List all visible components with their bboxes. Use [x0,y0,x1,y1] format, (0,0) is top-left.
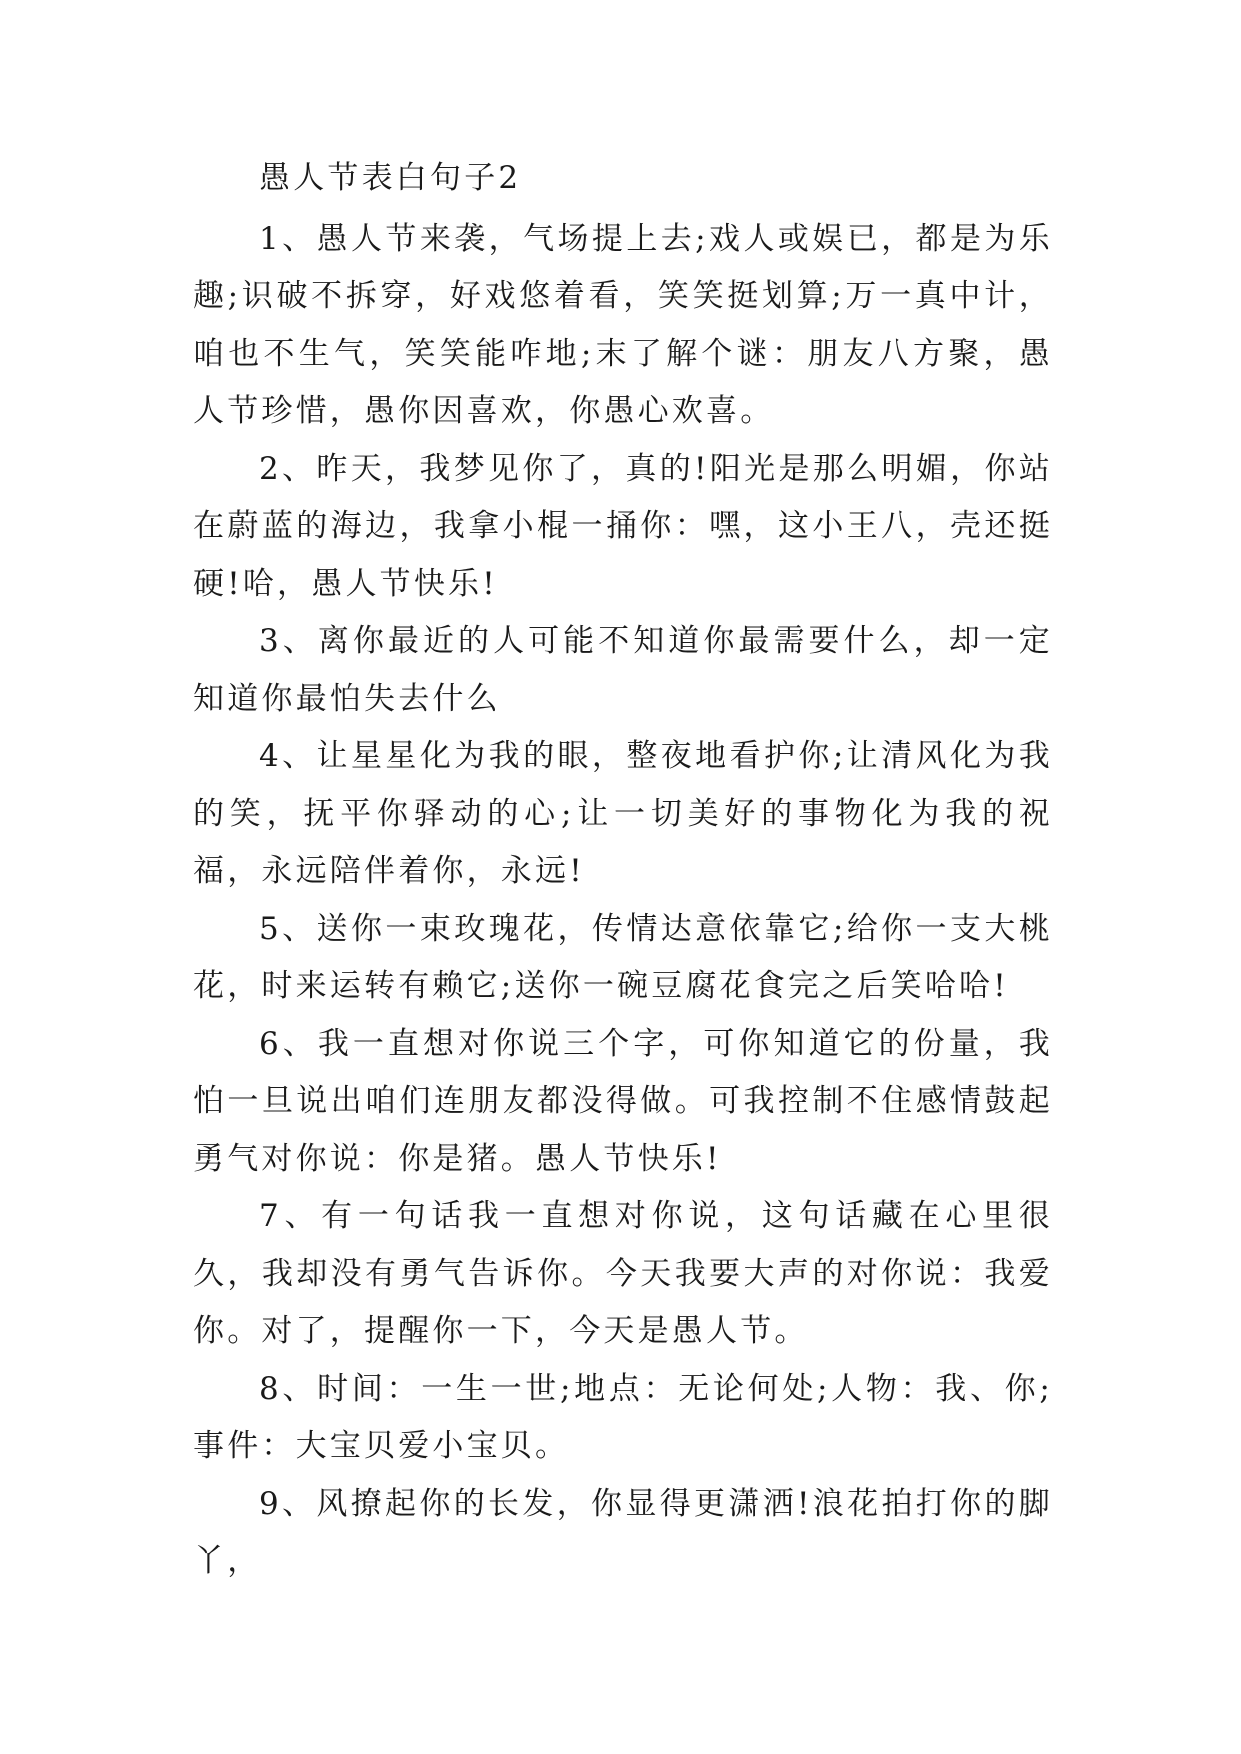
document-title: 愚人节表白句子2 [259,160,522,196]
paragraph-2: 2、昨天，我梦见你了，真的!阳光是那么明媚，你站在蔚蓝的海边，我拿小棍一捅你：嘿，这小王八，壳还挺硬!哈，愚人节快乐! [193,450,1053,602]
paragraph-1: 1、愚人节来袭，气场提上去;戏人或娱已，都是为乐趣;识破不拆穿，好戏悠着看，笑笑挺划算;万一真中计，咱也不生气，笑笑能咋地;末了解个谜：朋友八方聚，愚人节珍惜，愚你因喜欢，你愚心欢喜。 [193,220,1053,429]
paragraph-8: 8、时间：一生一世;地点：无论何处;人物：我、你;事件：大宝贝爱小宝贝。 [193,1370,1053,1464]
paragraph-7: 7、有一句话我一直想对你说，这句话藏在心里很久，我却没有勇气告诉你。今天我要大声的对你说：我爱你。对了，提醒你一下，今天是愚人节。 [193,1198,1053,1349]
paragraph-4: 4、让星星化为我的眼，整夜地看护你;让清风化为我的笑，抚平你驿动的心;让一切美好的事物化为我的祝福，永远陪伴着你，永远! [193,738,1053,889]
paragraph-5: 5、送你一束玫瑰花，传情达意依靠它;给你一支大桃花，时来运转有赖它;送你一碗豆腐花食完之后笑哈哈! [193,910,1053,1004]
paragraph-3: 3、离你最近的人可能不知道你最需要什么，却一定知道你最怕失去什么 [193,623,1053,717]
paragraph-9: 9、风撩起你的长发，你显得更潇洒!浪花拍打你的脚丫， [193,1485,1053,1579]
document-page [193,150,1053,1591]
paragraph-6: 6、我一直想对你说三个字，可你知道它的份量，我怕一旦说出咱们连朋友都没得做。可我控制不住感情鼓起勇气对你说：你是猪。愚人节快乐! [193,1025,1053,1177]
